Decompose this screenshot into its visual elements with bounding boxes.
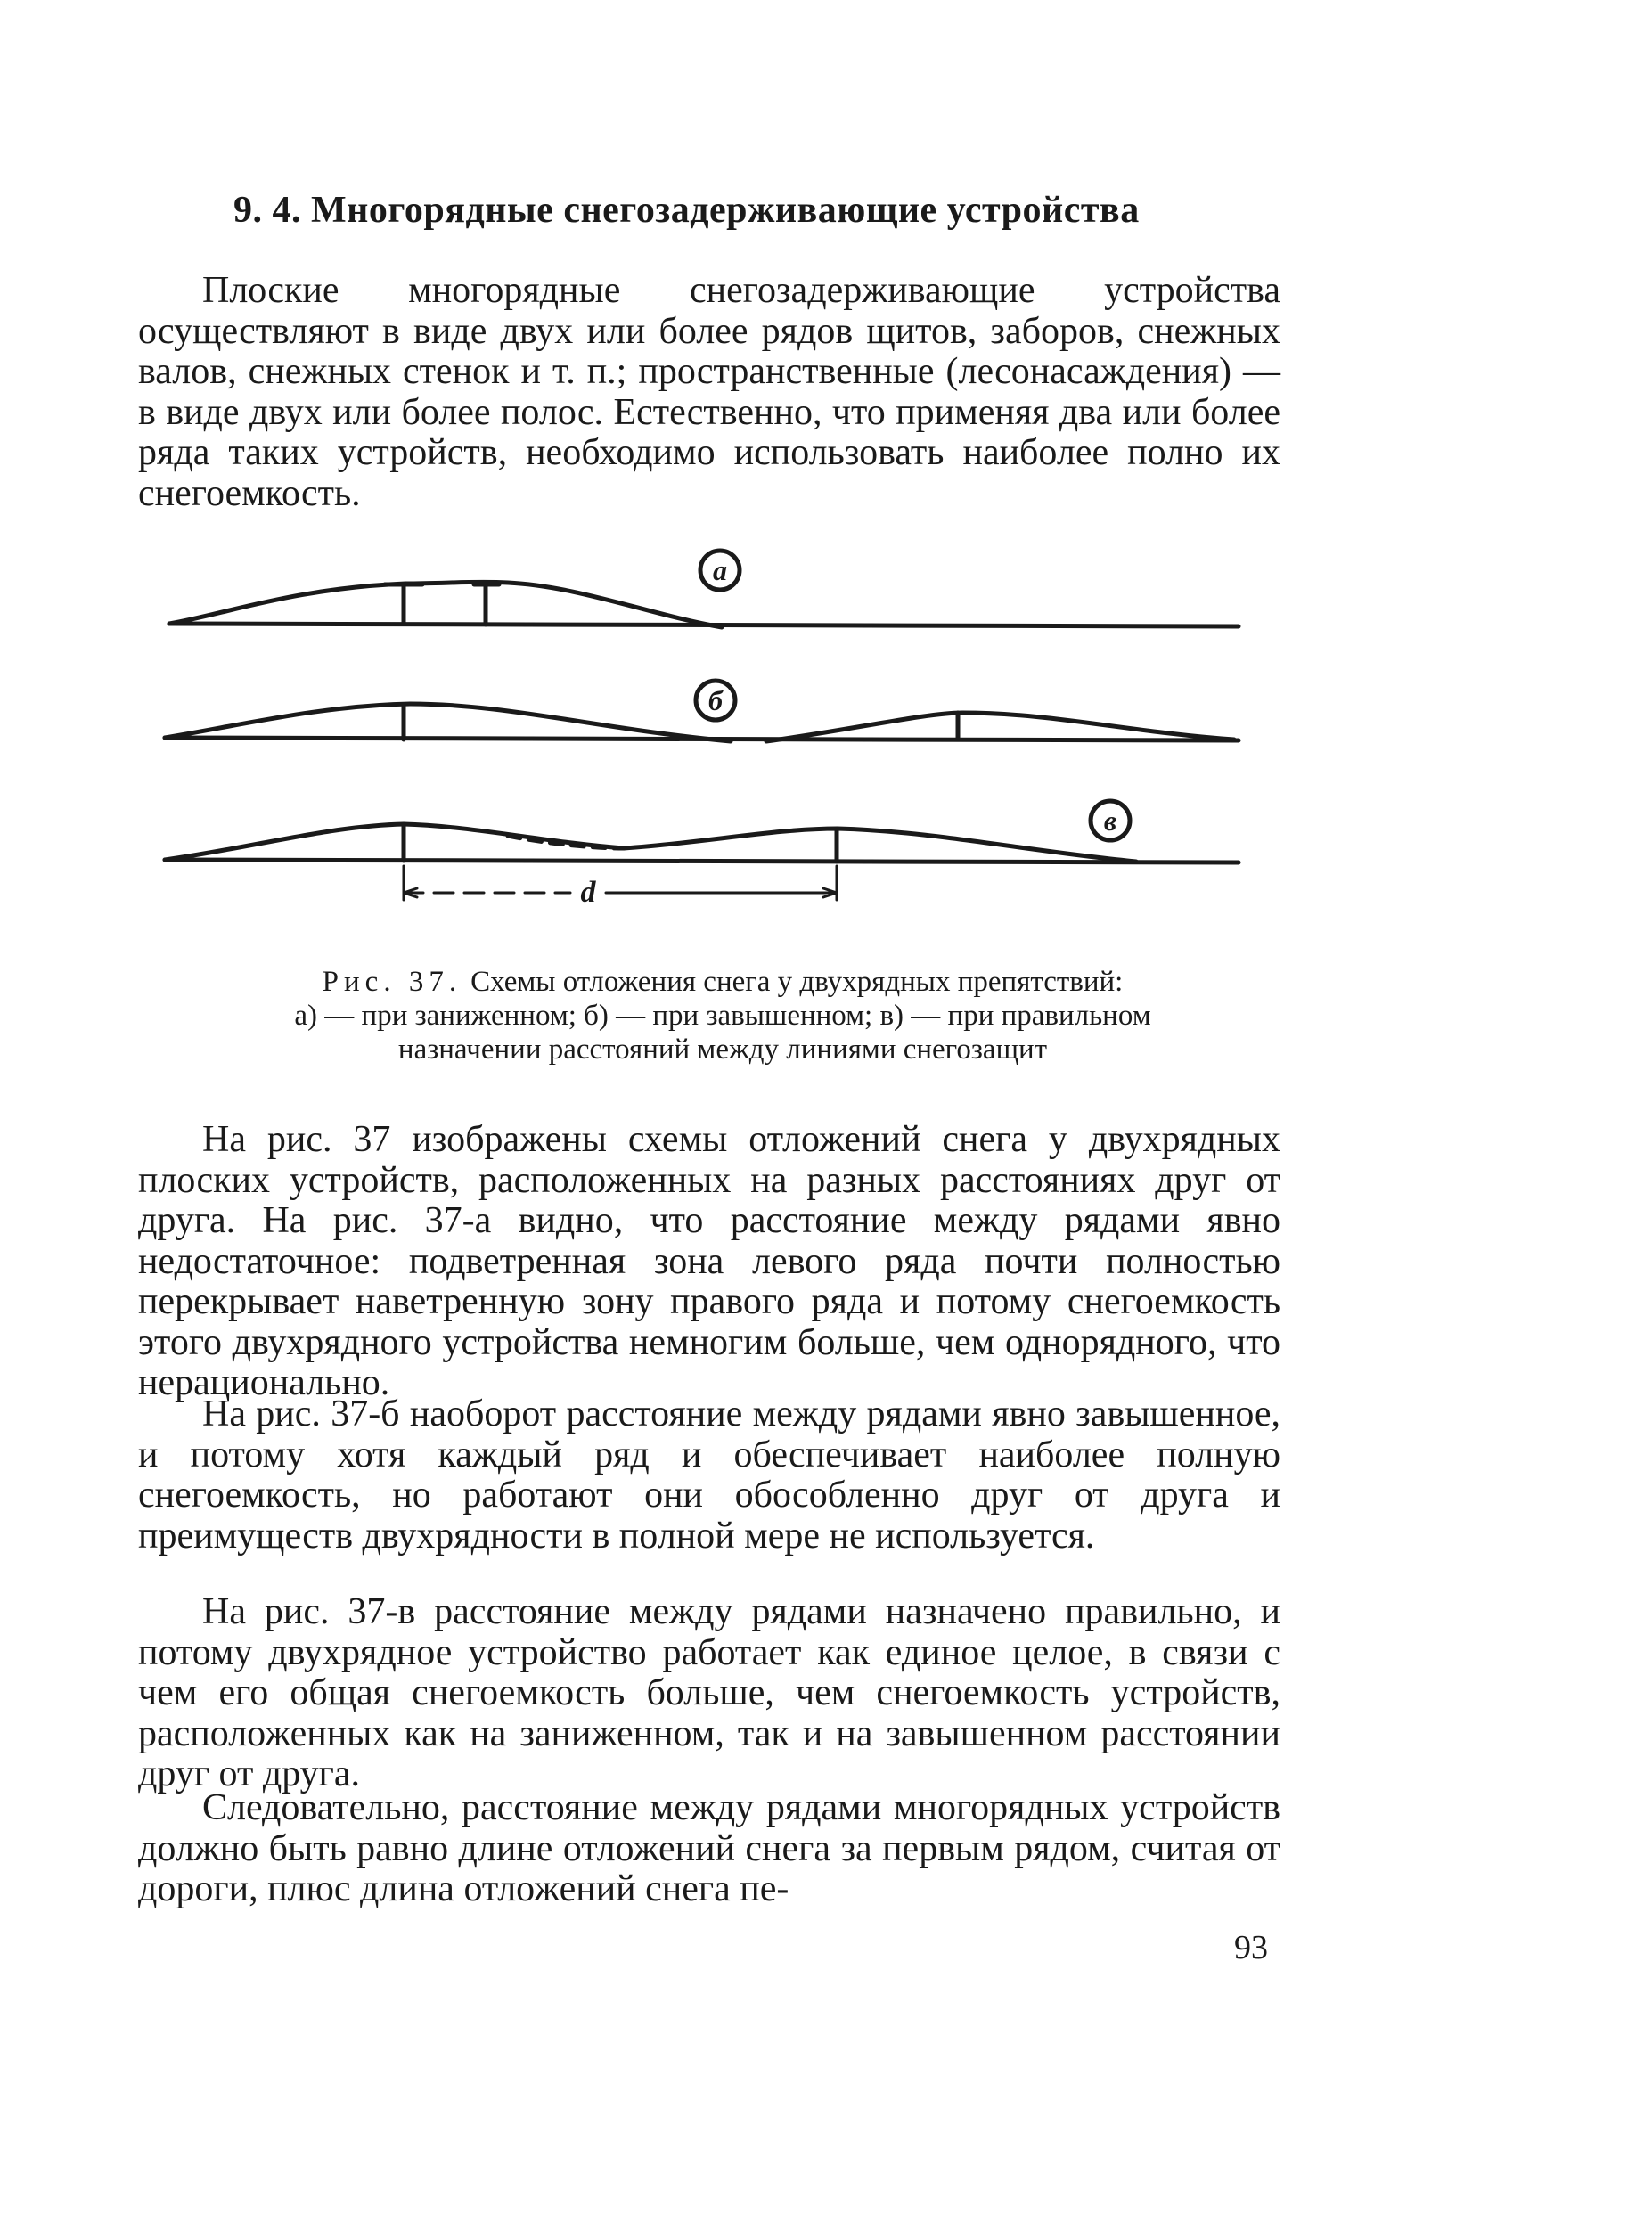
figure-caption — [151, 965, 1294, 1066]
figure-37 — [151, 535, 1265, 918]
snow-profile-v-left — [165, 824, 404, 860]
caption-line-1 — [151, 965, 1294, 999]
snow-profile-b-right — [766, 713, 1234, 741]
label-a: а — [713, 554, 727, 586]
body-paragraph-2: На рис. 37-б наоборот расстояние между рядами явно завышенное, и потому хотя каждый ряд и обеспечивает наиболее полную снегоемкость, но работают они обособленно друг от друга и преимуществ двухрядности в полной мере не используется. — [138, 1393, 1280, 1557]
body-paragraph-3: На рис. 37-в расстояние между рядами назначено правильно, и потому двухрядное устройство работает как единое целое, в связи с чем его общая снегоемкость больше, чем снегоемкость устройств, расположенных как на заниженном, так и на завышенном расстоянии друг от друга. — [138, 1591, 1280, 1794]
caption-prefix: Рис. 37. — [322, 966, 462, 998]
body-paragraph-1: На рис. 37 изображены схемы отложений снега у двухрядных плоских устройств, расположенных на разных расстояниях друг от друга. На рис. 37-а видно, что расстояние между рядами явно недостаточное: подветренная зона левого ряда почти полностью перекрывает наветренную зону правого ряда и потому снегоемкость этого двухрядного устройства немногим больше, чем однорядного, что нерационально. — [138, 1119, 1280, 1403]
body-paragraph-4: Следовательно, расстояние между рядами многорядных устройств должно быть равно длине отложений снега за первым рядом, считая от дороги, плюс длина отложений снега пе- — [138, 1787, 1280, 1909]
snow-profile-b-left — [165, 704, 731, 741]
label-v: в — [1103, 805, 1117, 837]
intro-paragraph: Плоские многорядные снегозадерживающие устройства осуществляют в виде двух или более рядов щитов, заборов, снежных валов, снежных стенок и т. п.; пространственные (лесонасаждения) — в виде двух или более полос. Естественно, что применяя два или более ряда таких устройств, необходимо использовать наиболее полно их снегоемкость. — [138, 270, 1280, 514]
caption-line-3: назначении расстояний между линиями снегозащит — [397, 1034, 1048, 1066]
snow-profile-v-right — [404, 824, 1136, 862]
caption-line-2: а) — при заниженном; б) — при завышенном; в) — при правильном — [294, 1000, 1151, 1032]
ground-line-v — [165, 860, 1239, 862]
snow-deposit-diagram — [151, 535, 1265, 918]
label-b: б — [708, 684, 723, 716]
section-heading: 9. 4. Многорядные снегозадерживающие устройства — [233, 190, 1140, 231]
caption-title: Схемы отложения снега у двухрядных препятствий: — [470, 966, 1124, 998]
scheme-a — [169, 582, 1239, 627]
page-number: 93 — [1234, 1929, 1268, 1966]
scheme-v — [165, 824, 1239, 900]
snow-profile-a — [169, 582, 722, 627]
label-distance: d — [580, 876, 596, 909]
scheme-b — [165, 704, 1239, 741]
